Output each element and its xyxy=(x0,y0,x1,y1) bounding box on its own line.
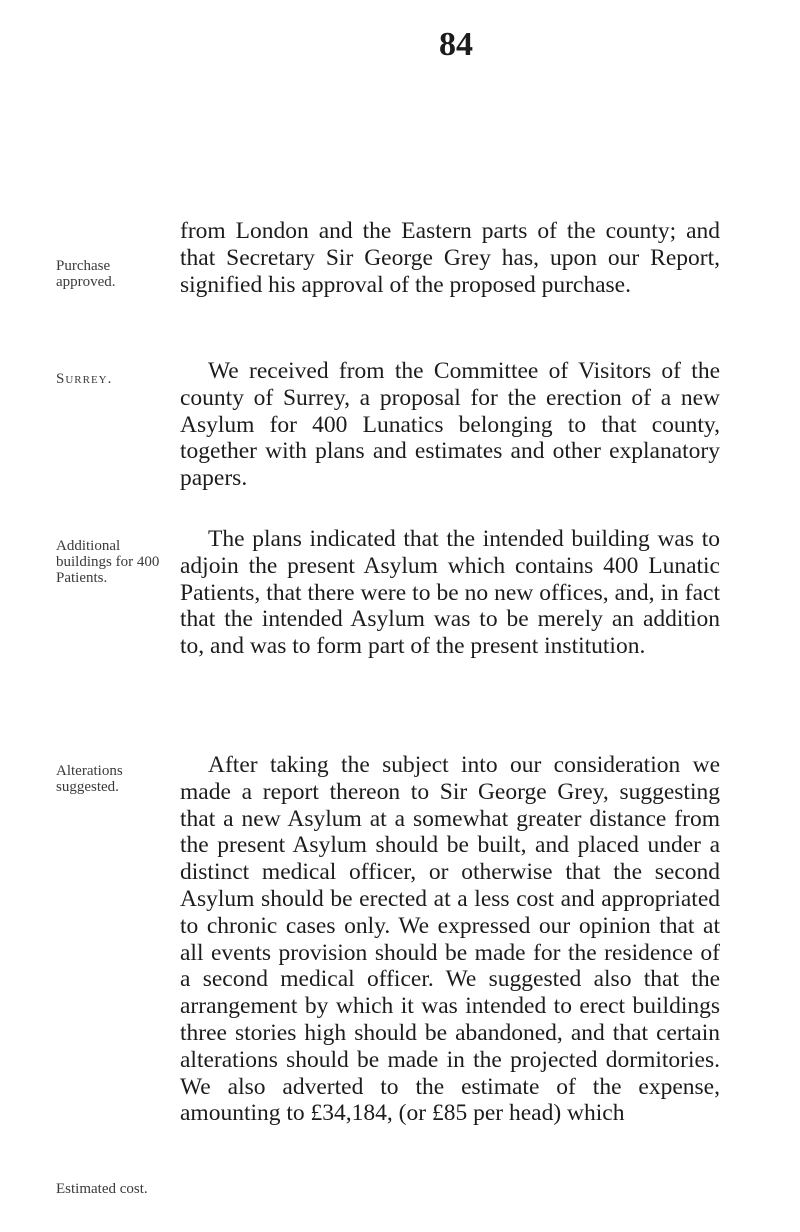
paragraph-1-block xyxy=(180,218,720,298)
paragraph-4: After taking the subject into our consideration we made a report thereon to Sir George Grey, suggesting that a new Asylum at a somewhat greater distance from the present Asylum should be built, and placed under a distinct medical officer, or otherwise that the second Asylum should be erected at a less cost and appropriated to chronic cases only. We expressed our opinion that at all events provision should be made for the residence of a second medical officer. We suggested also that the arrangement by which it was intended to erect buildings three stories high should be abandoned, and that certain alterations should be made in the projected dormitories. We also adverted to the estimate of the expense, amounting to £34,184, (or £85 per head) which xyxy=(180,752,720,1127)
paragraph-3-block xyxy=(180,526,720,660)
paragraph-1: from London and the Eastern parts of the county; and that Secretary Sir George Grey has, upon our Report, signified his approval of the proposed purchase. xyxy=(180,218,720,298)
paragraph-2: We received from the Committee of Visitors of the county of Surrey, a proposal for the erection of a new Asylum for 400 Lunatics belonging to that county, together with plans and estimates and other explanatory papers. xyxy=(180,358,720,492)
margin-note-estimated: Estimated cost. xyxy=(56,1181,148,1197)
margin-note-surrey: Surrey. xyxy=(56,371,113,387)
paragraph-4-block xyxy=(180,752,720,1127)
paragraph-2-block xyxy=(180,358,720,492)
margin-note-additional: Additional buildings for 400 Patients. xyxy=(56,538,160,586)
paragraph-3: The plans indicated that the intended building was to adjoin the present Asylum which contains 400 Lunatic Patients, that there were to be no new offices, and, in fact that the intended Asylum was to be merely an addition to, and was to form part of the present institution. xyxy=(180,526,720,660)
margin-note-alterations: Alterations suggested. xyxy=(56,763,123,795)
margin-note-purchase: Purchase approved. xyxy=(56,258,116,290)
page-number: 84 xyxy=(439,26,473,63)
